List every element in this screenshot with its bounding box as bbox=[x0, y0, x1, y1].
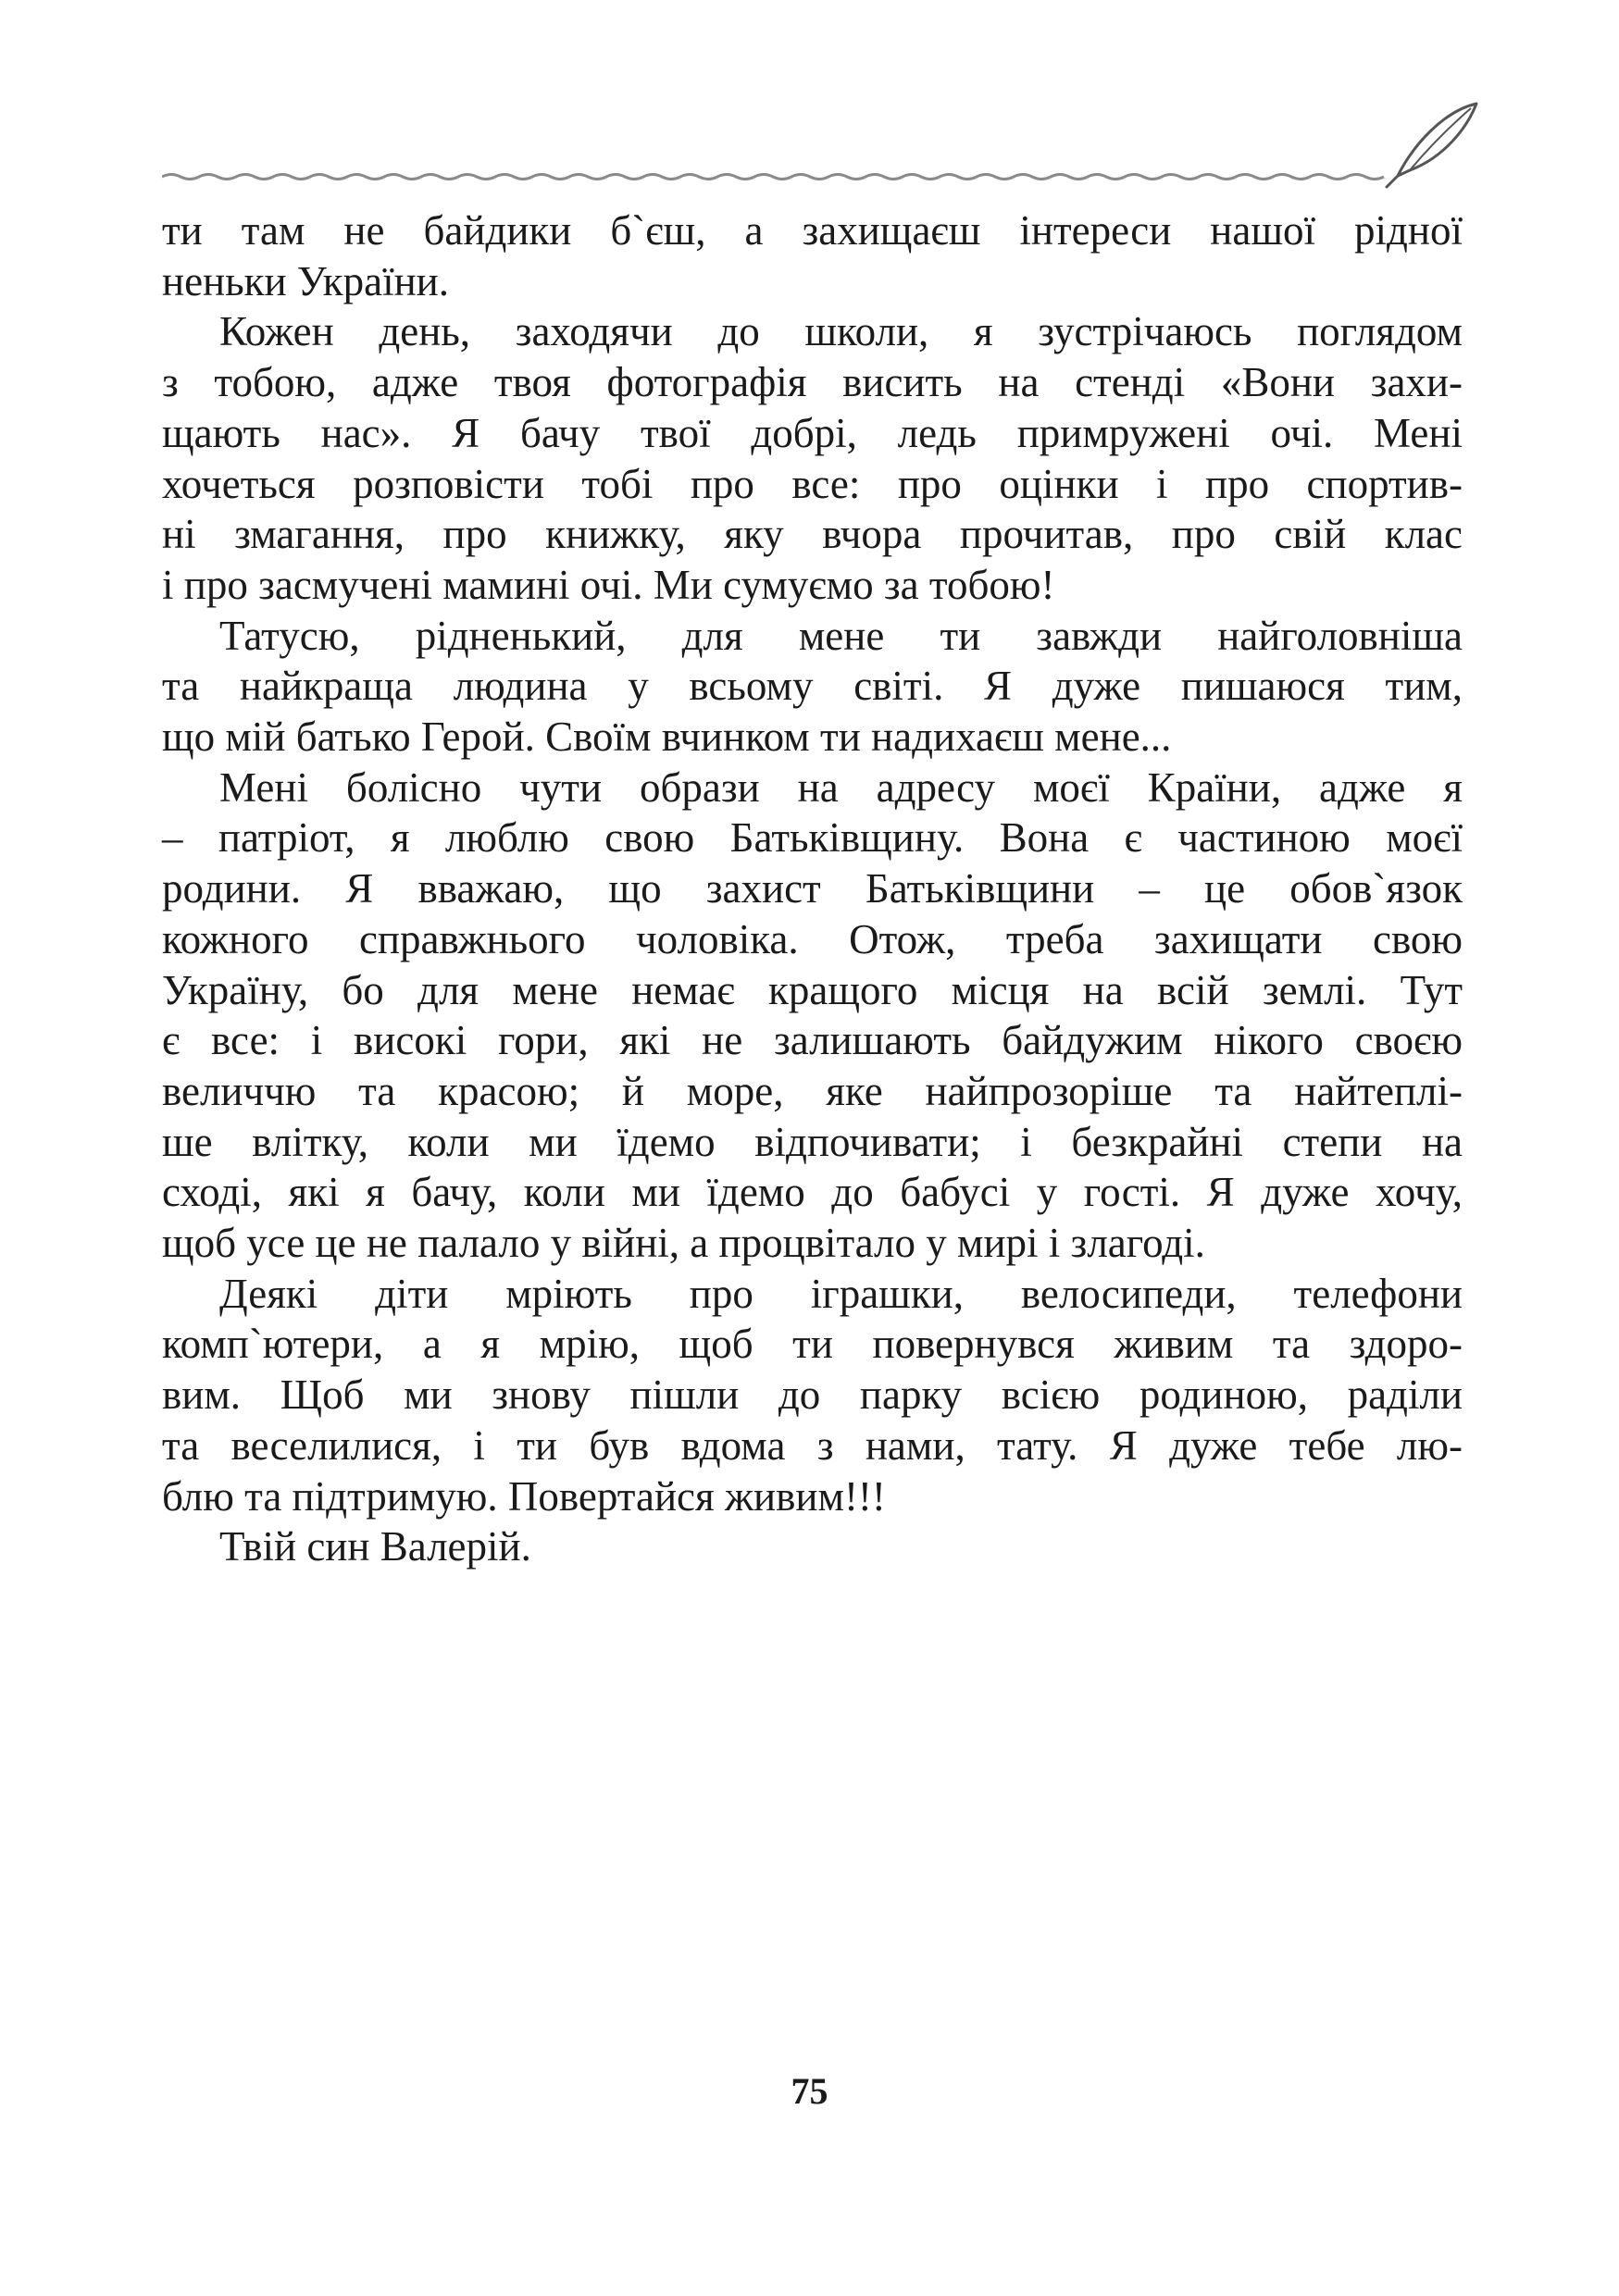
text-line: що мій батько Герой. Своїм вчинком ти надихаєш мене... bbox=[162, 714, 1172, 761]
text-line: – патріот, я люблю свою Батьківщину. Вона є частиною моєї bbox=[162, 814, 1463, 862]
text-line: родини. Я вважаю, що захист Батьківщини – це обов`язок bbox=[162, 865, 1463, 912]
text-line: Мені болісно чути образи на адресу моєї Країни, адже я bbox=[219, 763, 1463, 811]
text-line: Україну, бо для мене немає кращого місця на всій землі. Тут bbox=[162, 966, 1463, 1013]
text-line: хочеться розповісти тобі про все: про оцінки і про спортив- bbox=[162, 460, 1463, 507]
feather-pen-icon bbox=[1387, 104, 1476, 187]
text-line: ти там не байдики б`єш, а захищаєш інтереси нашої рідної bbox=[162, 207, 1463, 254]
wavy-line-ornament bbox=[162, 175, 1384, 180]
text-line: неньки України. bbox=[162, 257, 450, 304]
text-line: вим. Щоб ми знову пішли до парку всією родиною, раділи bbox=[162, 1371, 1463, 1419]
page-number: 75 bbox=[791, 2070, 828, 2112]
text-line: ні змагання, про книжку, яку вчора прочитав, про свій клас bbox=[162, 511, 1463, 558]
text-line: Твій син Валерій. bbox=[219, 1523, 531, 1570]
text-line: блю та підтримую. Повертайся живим!!! bbox=[162, 1472, 886, 1520]
text-line: сході, які я бачу, коли ми їдемо до бабусі у гості. Я дуже хочу, bbox=[162, 1169, 1463, 1216]
header-ornament bbox=[162, 100, 1495, 192]
text-line: щають нас». Я бачу твої добрі, ледь примружені очі. Мені bbox=[162, 409, 1463, 456]
text-line: величчю та красою; й море, яке найпрозоріше та найтеплі- bbox=[162, 1067, 1463, 1114]
text-line: щоб усе це не палало у війні, а процвітало у мирі і злагоді. bbox=[162, 1220, 1205, 1267]
text-line: Деякі діти мріють про іграшки, велосипеди, телефони bbox=[219, 1270, 1463, 1317]
text-line: Кожен день, заходячи до школи, я зустрічаюсь поглядом bbox=[219, 308, 1463, 355]
text-line: кожного справжнього чоловіка. Отож, треба захищати свою bbox=[162, 915, 1463, 962]
text-line: Татусю, рідненький, для мене ти завжди найголовніша bbox=[219, 612, 1463, 659]
text-line: з тобою, адже твоя фотографія висить на стенді «Вони захи- bbox=[162, 359, 1463, 406]
text-line: є все: і високі гори, які не залишають байдужим нікого своєю bbox=[162, 1017, 1463, 1064]
letter-text bbox=[162, 205, 1463, 1572]
text-line: та веселилися, і ти був вдома з нами, тату. Я дуже тебе лю- bbox=[162, 1421, 1463, 1469]
text-line: та найкраща людина у всьому світі. Я дуже пишаюся тим, bbox=[162, 663, 1463, 710]
text-line: ше влітку, коли ми їдемо відпочивати; і безкрайні степи на bbox=[162, 1118, 1463, 1165]
text-line: і про засмучені мамині очі. Ми сумуємо за тобою! bbox=[162, 561, 1055, 608]
text-line: комп`ютери, а я мрію, щоб ти повернувся живим та здоро- bbox=[162, 1321, 1463, 1368]
